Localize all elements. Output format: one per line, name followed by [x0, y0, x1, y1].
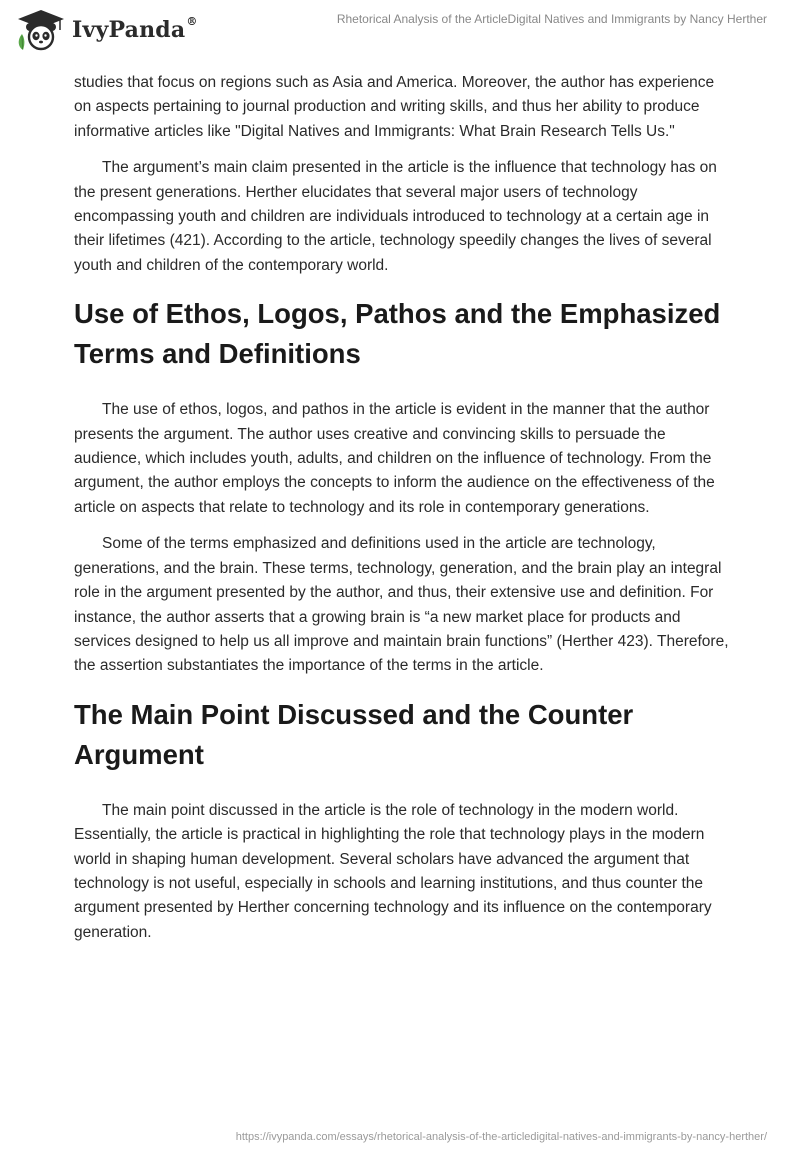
source-url-link[interactable]: https://ivypanda.com/essays/rhetorical-analysis-of-the-articledigital-natives-and-immigrants-by-nancy-herther/	[235, 1131, 767, 1143]
paragraph-3: The use of ethos, logos, and pathos in the article is evident in the manner that the author presents the argument. The author uses creative and convincing skills to persuade the audience, which includes youth, adults, and children on the influence of technology. From the argument, the author employs the concepts to inform the audience on the effectiveness of the article on aspects that relate to technology and its role in contemporary generations.	[74, 401, 715, 516]
paragraph-1: studies that focus on regions such as Asia and America. Moreover, the author has experience on aspects pertaining to journal production and writing skills, and thus her ability to produce informative articles like "Digital Natives and Immigrants: What Brain Research Tells Us."	[74, 74, 715, 140]
panda-graduate-icon	[14, 8, 68, 52]
paragraph-5: The main point discussed in the article is the role of technology in the modern world. Essentially, the article is practical in highlighting the role that technology plays in the modern world in shaping human development. Several scholars have advanced the argument that technology is not useful, especially in schools and learning institutions, and thus counter the argument presented by Herther concerning technology and its influence on the contemporary generation.	[74, 801, 712, 941]
logo-wordmark: IvyPanda	[72, 17, 186, 43]
section-heading-main-point: The Main Point Discussed and the Counter Argument	[74, 698, 634, 770]
page-header	[0, 0, 800, 60]
document-title: Rhetorical Analysis of the ArticleDigital Natives and Immigrants by Nancy Herther	[336, 12, 767, 26]
paragraph-4: Some of the terms emphasized and definitions used in the article are technology, generations, and the brain. These terms, technology, generation, and the brain play an integral role in the argument presented by the author, and thus, their extensive use and definition. For instance, the author asserts that a growing brain is “a new market place for products and services designed to help us all improve and maintain brain functions” (Herther 423). Therefore, the assertion substantiates the importance of the terms in the article.	[74, 535, 729, 675]
ivypanda-logo[interactable]	[14, 8, 198, 52]
paragraph-2: The argument’s main claim presented in the article is the influence that technology has on the present generations. Herther elucidates that several major users of technology encompassing youth and children are individuals introduced to technology at a certain age in their lifetimes (421). According to the article, technology speedily changes the lives of several youth and children of the contemporary world.	[74, 159, 717, 274]
logo-text	[72, 17, 198, 43]
essay-body	[74, 71, 730, 957]
registered-mark: ®	[186, 15, 198, 28]
section-heading-ethos-logos-pathos: Use of Ethos, Logos, Pathos and the Emphasized Terms and Definitions	[74, 298, 721, 370]
